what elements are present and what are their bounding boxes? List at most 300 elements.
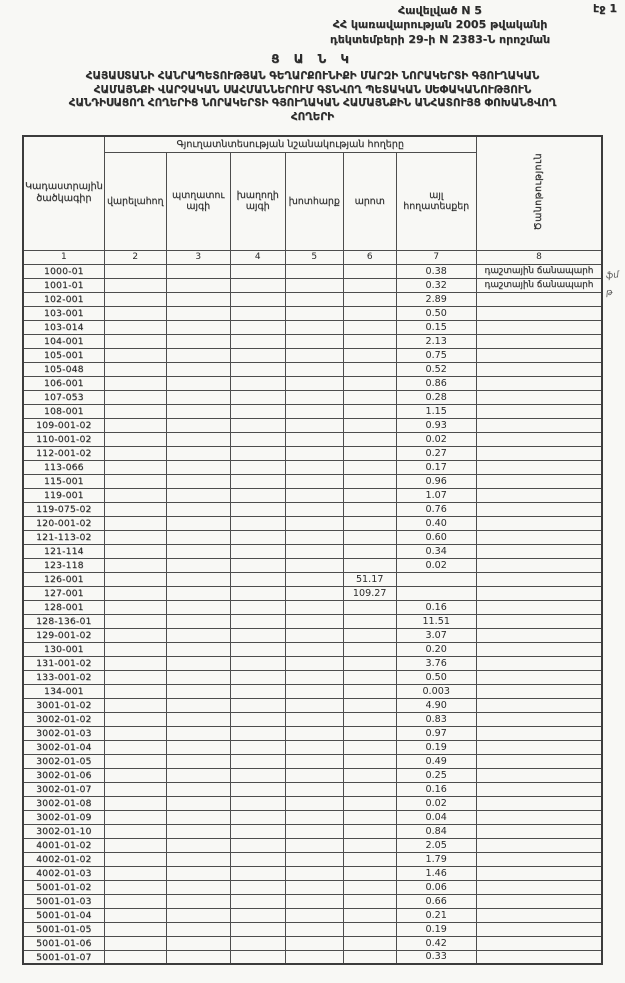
note-cell [476,418,602,432]
other-lands-cell: 0.83 [396,712,476,726]
arable-cell [104,292,166,306]
hayfield-cell [285,502,343,516]
vineyard-cell [230,544,285,558]
hayfield-cell [285,726,343,740]
code-cell: 102-001 [23,292,104,306]
other-lands-cell: 0.02 [396,558,476,572]
orchard-cell [166,600,230,614]
hayfield-cell [285,894,343,908]
vineyard-cell [230,684,285,698]
orchard-cell [166,404,230,418]
table-row [23,376,602,390]
pasture-cell [343,628,396,642]
code-cell: 115-001 [23,474,104,488]
hayfield-cell [285,908,343,922]
note-cell [476,432,602,446]
table-row [23,768,602,782]
other-lands-cell: 0.93 [396,418,476,432]
table-row [23,880,602,894]
table-row [23,348,602,362]
vineyard-cell [230,866,285,880]
note-cell [476,334,602,348]
hayfield-cell [285,390,343,404]
arable-cell [104,544,166,558]
code-cell: 3002-01-08 [23,796,104,810]
other-lands-cell: 0.97 [396,726,476,740]
code-cell: 133-001-02 [23,670,104,684]
pasture-cell [343,404,396,418]
table-row [23,782,602,796]
note-cell [476,320,602,334]
other-lands-cell: 0.32 [396,278,476,292]
code-cell: 5001-01-07 [23,950,104,964]
note-cell [476,446,602,460]
table-row [23,502,602,516]
pasture-cell [343,810,396,824]
vineyard-cell [230,656,285,670]
table-row [23,320,602,334]
table-row [23,726,602,740]
code-cell: 134-001 [23,684,104,698]
arable-cell [104,502,166,516]
orchard-cell [166,698,230,712]
code-cell: 128-136-01 [23,614,104,628]
arable-cell [104,306,166,320]
table-row [23,656,602,670]
code-cell: 128-001 [23,600,104,614]
code-cell: 108-001 [23,404,104,418]
arable-cell [104,768,166,782]
note-cell [476,810,602,824]
code-cell: 4002-01-02 [23,852,104,866]
code-cell: 119-075-02 [23,502,104,516]
code-cell: 110-001-02 [23,432,104,446]
vineyard-cell [230,558,285,572]
table-row [23,446,602,460]
vineyard-cell [230,712,285,726]
arable-cell [104,460,166,474]
orchard-cell [166,796,230,810]
arable-cell [104,348,166,362]
vineyard-cell [230,264,285,278]
arable-cell [104,754,166,768]
vineyard-cell [230,516,285,530]
arable-cell [104,390,166,404]
arable-cell [104,810,166,824]
pasture-cell [343,684,396,698]
vineyard-cell [230,432,285,446]
arable-cell [104,782,166,796]
arable-cell [104,264,166,278]
table-row [23,614,602,628]
column-number-2: 2 [104,250,166,264]
other-lands-cell: 0.49 [396,754,476,768]
other-lands-cell: 0.34 [396,544,476,558]
note-cell [476,558,602,572]
vineyard-cell [230,614,285,628]
other-lands-cell: 1.07 [396,488,476,502]
table-row [23,628,602,642]
table-row [23,390,602,404]
pasture-cell [343,880,396,894]
note-cell [476,642,602,656]
vineyard-cell [230,306,285,320]
note-cell [476,922,602,936]
arable-cell [104,446,166,460]
code-cell: 107-053 [23,390,104,404]
hayfield-cell [285,698,343,712]
vineyard-cell [230,698,285,712]
arable-cell [104,950,166,964]
column-header-pasture: արոտ [343,152,396,250]
orchard-cell [166,502,230,516]
table-row [23,824,602,838]
arable-cell [104,670,166,684]
note-cell [476,866,602,880]
code-cell: 5001-01-02 [23,880,104,894]
other-lands-cell [396,572,476,586]
vineyard-cell [230,810,285,824]
column-header-hayfield: խոտհարք [285,152,343,250]
hayfield-cell [285,362,343,376]
table-row [23,558,602,572]
note-cell [476,628,602,642]
other-lands-cell: 3.76 [396,656,476,670]
note-cell [476,894,602,908]
arable-cell [104,796,166,810]
hayfield-cell [285,586,343,600]
arable-cell [104,838,166,852]
orchard-cell [166,880,230,894]
arable-cell [104,726,166,740]
note-cell [476,768,602,782]
orchard-cell [166,348,230,362]
vineyard-cell [230,922,285,936]
code-cell: 3002-01-04 [23,740,104,754]
table-body [23,264,602,964]
table-row [23,488,602,502]
hayfield-cell [285,334,343,348]
orchard-cell [166,474,230,488]
pasture-cell [343,488,396,502]
pasture-cell [343,334,396,348]
arable-cell [104,572,166,586]
pasture-cell [343,432,396,446]
vineyard-cell [230,572,285,586]
pasture-cell [343,418,396,432]
note-cell [476,824,602,838]
page-number: էջ 1 [593,2,617,15]
arable-cell [104,642,166,656]
orchard-cell [166,670,230,684]
hayfield-cell [285,796,343,810]
vineyard-cell [230,278,285,292]
vineyard-cell [230,334,285,348]
hayfield-cell [285,684,343,698]
arable-cell [104,656,166,670]
other-lands-cell: 0.06 [396,880,476,894]
other-lands-cell: 1.46 [396,866,476,880]
note-cell [476,306,602,320]
table-row [23,894,602,908]
vineyard-cell [230,754,285,768]
other-lands-cell: 3.07 [396,628,476,642]
other-lands-cell: 11.51 [396,614,476,628]
orchard-cell [166,516,230,530]
code-cell: 3002-01-05 [23,754,104,768]
vineyard-cell [230,320,285,334]
vineyard-cell [230,404,285,418]
pasture-cell [343,726,396,740]
note-cell [476,530,602,544]
note-cell [476,600,602,614]
code-cell: 3002-01-07 [23,782,104,796]
hayfield-cell [285,516,343,530]
code-cell: 3002-01-02 [23,712,104,726]
hayfield-cell [285,376,343,390]
table-row [23,754,602,768]
orchard-cell [166,824,230,838]
hayfield-cell [285,488,343,502]
vineyard-cell [230,474,285,488]
pasture-cell [343,292,396,306]
arable-cell [104,404,166,418]
column-number-1: 1 [23,250,104,264]
table-row [23,810,602,824]
note-cell [476,292,602,306]
document-header [0,0,625,50]
arable-cell [104,432,166,446]
orchard-cell [166,572,230,586]
arable-cell [104,278,166,292]
table-row [23,418,602,432]
arable-cell [104,712,166,726]
table-row [23,642,602,656]
code-cell: 3002-01-09 [23,810,104,824]
other-lands-cell: 0.16 [396,600,476,614]
pasture-cell [343,502,396,516]
note-cell [476,852,602,866]
note-cell [476,950,602,964]
hayfield-cell [285,474,343,488]
code-cell: 113-066 [23,460,104,474]
code-cell: 130-001 [23,642,104,656]
arable-cell [104,488,166,502]
other-lands-cell: 0.28 [396,390,476,404]
hayfield-cell [285,264,343,278]
arable-cell [104,922,166,936]
other-lands-cell: 2.89 [396,292,476,306]
table-row [23,936,602,950]
column-header-arable: վարելահող [104,152,166,250]
code-cell: 126-001 [23,572,104,586]
hayfield-cell [285,446,343,460]
note-cell [476,796,602,810]
other-lands-cell: 0.20 [396,642,476,656]
other-lands-cell: 0.17 [396,460,476,474]
table-row [23,474,602,488]
table-row [23,460,602,474]
pasture-cell [343,320,396,334]
arable-cell [104,894,166,908]
table-row [23,432,602,446]
code-cell: 4001-01-02 [23,838,104,852]
orchard-cell [166,488,230,502]
code-cell: 5001-01-06 [23,936,104,950]
government-line-1: ՀՀ կառավարության 2005 թվականի [332,18,548,32]
column-number-3: 3 [166,250,230,264]
note-cell [476,544,602,558]
other-lands-cell: 1.79 [396,852,476,866]
handwritten-margin-mark-2: թ [605,287,614,299]
other-lands-cell: 0.003 [396,684,476,698]
note-cell [476,670,602,684]
hayfield-cell [285,936,343,950]
other-lands-cell: 0.19 [396,740,476,754]
table-row [23,334,602,348]
note-cell [476,474,602,488]
table-row [23,292,602,306]
arable-cell [104,824,166,838]
vineyard-cell [230,488,285,502]
other-lands-cell: 0.75 [396,348,476,362]
orchard-cell [166,950,230,964]
table-row [23,572,602,586]
note-cell [476,348,602,362]
orchard-cell [166,684,230,698]
orchard-cell [166,628,230,642]
code-cell: 105-048 [23,362,104,376]
arable-cell [104,516,166,530]
government-reference-block [285,4,595,47]
other-lands-cell: 0.19 [396,922,476,936]
table-row [23,586,602,600]
code-cell: 109-001-02 [23,418,104,432]
orchard-cell [166,264,230,278]
vineyard-cell [230,768,285,782]
note-cell [476,656,602,670]
title-heading: Ց Ա Ն Կ [271,52,354,66]
hayfield-cell [285,530,343,544]
hayfield-cell [285,880,343,894]
table-row [23,740,602,754]
table-row [23,712,602,726]
table-row [23,544,602,558]
column-header-other-lands: այլ հողատեսքեր [396,152,476,250]
other-lands-cell: 0.02 [396,796,476,810]
vineyard-cell [230,530,285,544]
vineyard-cell [230,362,285,376]
table-row [23,684,602,698]
orchard-cell [166,390,230,404]
pasture-cell [343,558,396,572]
orchard-cell [166,320,230,334]
pasture-cell [343,516,396,530]
note-header-rotated-text: Ծանոթություն [533,153,545,231]
code-cell: 129-001-02 [23,628,104,642]
other-lands-cell: 0.27 [396,446,476,460]
pasture-cell [343,908,396,922]
orchard-cell [166,712,230,726]
vineyard-cell [230,740,285,754]
orchard-cell [166,376,230,390]
vineyard-cell [230,908,285,922]
orchard-cell [166,530,230,544]
hayfield-cell [285,866,343,880]
other-lands-cell: 0.16 [396,782,476,796]
hayfield-cell [285,572,343,586]
vineyard-cell [230,726,285,740]
table-row [23,838,602,852]
code-cell: 1001-01 [23,278,104,292]
arable-cell [104,558,166,572]
orchard-cell [166,362,230,376]
column-group-agricultural-lands: Գյուղատնտեսության նշանակության հողերը [104,136,476,153]
hayfield-cell [285,614,343,628]
pasture-cell [343,656,396,670]
code-cell: 3002-01-03 [23,726,104,740]
note-cell [476,838,602,852]
orchard-cell [166,768,230,782]
note-cell [476,684,602,698]
vineyard-cell [230,796,285,810]
arable-cell [104,908,166,922]
table-row [23,362,602,376]
pasture-cell [343,642,396,656]
note-cell: դաշտային ճանապարհ [476,264,602,278]
note-cell [476,726,602,740]
table-row [23,866,602,880]
pasture-cell [343,278,396,292]
hayfield-cell [285,628,343,642]
orchard-cell [166,292,230,306]
orchard-cell [166,278,230,292]
orchard-cell [166,922,230,936]
table-row [23,404,602,418]
pasture-cell [343,782,396,796]
vineyard-cell [230,600,285,614]
vineyard-cell [230,376,285,390]
column-number-5: 5 [285,250,343,264]
note-cell [476,586,602,600]
arable-cell [104,376,166,390]
other-lands-cell: 0.38 [396,264,476,278]
table-row [23,600,602,614]
hayfield-cell [285,824,343,838]
arable-cell [104,880,166,894]
code-cell: 3002-01-06 [23,768,104,782]
document-title [0,52,625,125]
orchard-cell [166,740,230,754]
title-line-1: ՀԱՅԱՍՏԱՆԻ ՀԱՆՐԱՊԵՏՈՒԹՅԱՆ ԳԵՂԱՐՔՈՒՆԻՔԻ ՄԱՐԶԻ ՆՈՐԱԿԵՐՏԻ ԳՅՈՒՂԱԿԱՆ [85,70,540,82]
note-cell: դաշտային ճանապարհ [476,278,602,292]
note-cell [476,390,602,404]
hayfield-cell [285,838,343,852]
pasture-cell: 109.27 [343,586,396,600]
other-lands-cell: 0.25 [396,768,476,782]
hayfield-cell [285,600,343,614]
other-lands-cell: 0.50 [396,670,476,684]
vineyard-cell [230,838,285,852]
code-cell: 123-118 [23,558,104,572]
vineyard-cell [230,880,285,894]
orchard-cell [166,754,230,768]
note-cell [476,572,602,586]
pasture-cell [343,698,396,712]
other-lands-cell: 0.15 [396,320,476,334]
orchard-cell [166,866,230,880]
column-number-6: 6 [343,250,396,264]
